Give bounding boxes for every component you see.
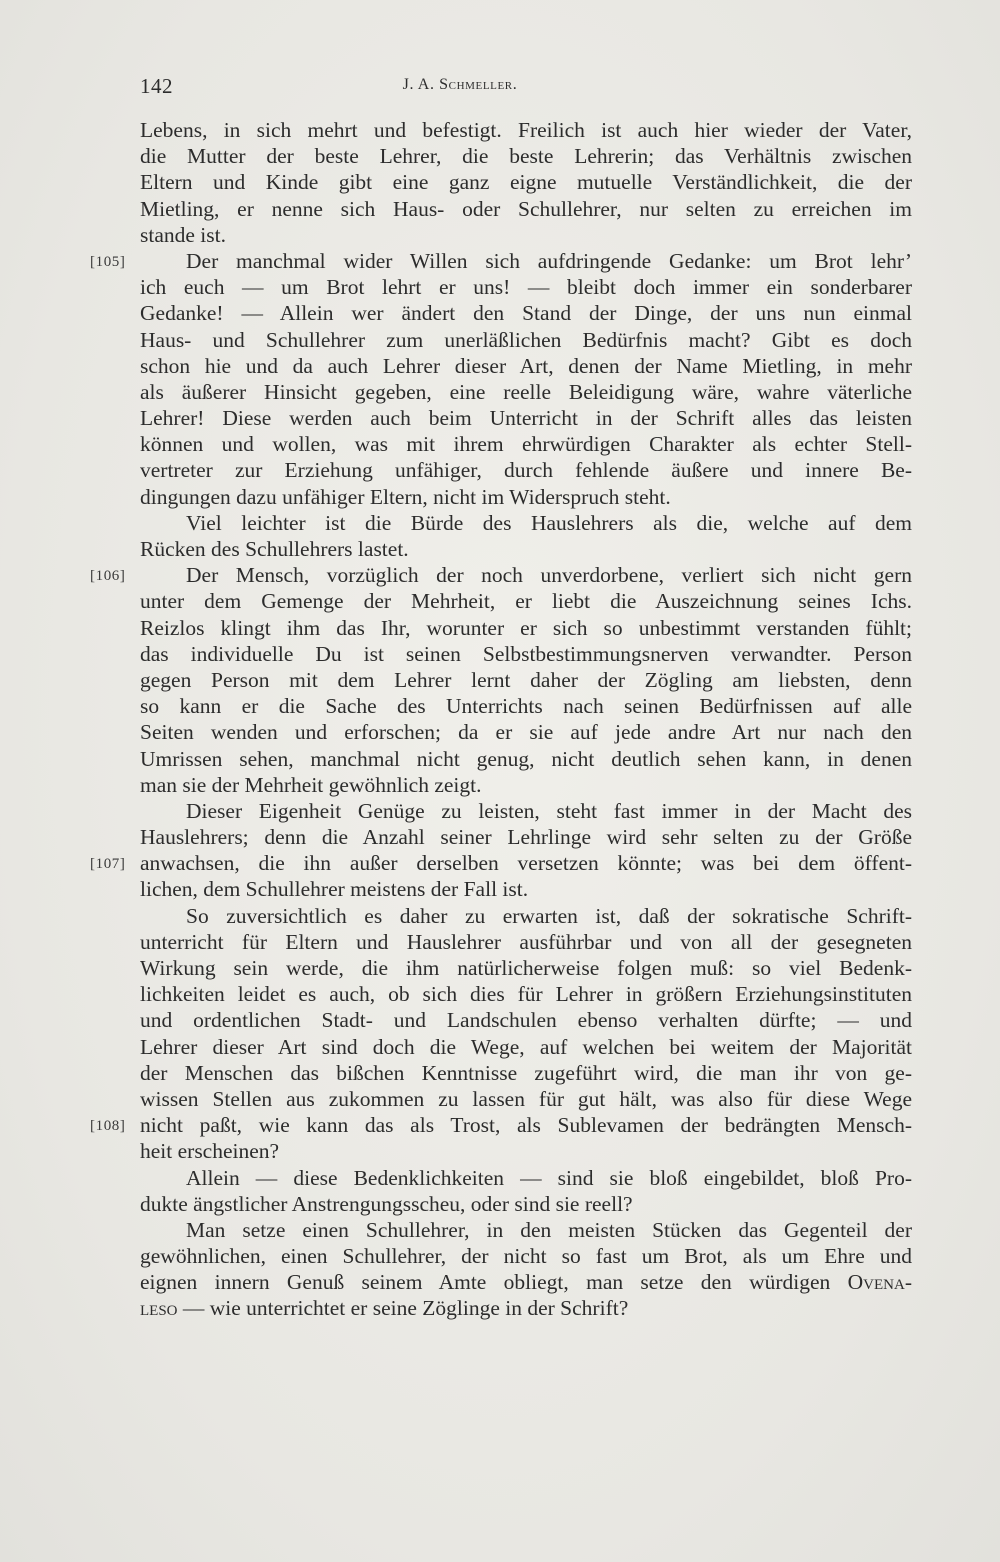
text-line: [140, 1086, 912, 1112]
line-text: gegen Person mit dem Lehrer lernt daher der Zögling am liebsten, denn: [140, 667, 912, 692]
text-line: [140, 693, 912, 719]
text-line: [140, 327, 912, 353]
text-line: [140, 981, 912, 1007]
marginal-number: [107]: [90, 856, 126, 873]
line-text: eignen innern Genuß seinem Amte obliegt, man setze den würdigen Ovena-: [140, 1270, 912, 1295]
line-text: Rücken des Schullehrers lastet.: [140, 537, 409, 561]
text-line: [140, 300, 912, 326]
line-text: Umrissen sehen, manchmal nicht genug, nicht deutlich sehen kann, in denen: [140, 746, 912, 771]
line-text: Allein — diese Bedenklichkeiten — sind sie bloß eingebildet, bloß Pro-: [186, 1165, 912, 1190]
line-text: Wirkung sein werde, die ihm natürlicherweise folgen muß: so viel Bedenk-: [140, 956, 912, 980]
text-line: [90, 1112, 912, 1138]
line-text: dukte ängstlicher Anstrengungsscheu, oder sind sie reell?: [140, 1191, 633, 1216]
text-line: [140, 1243, 912, 1269]
text-line: [140, 1165, 912, 1191]
line-text: ich euch — um Brot lehrt er uns! — bleibt doch immer ein sonderbarer: [140, 275, 912, 300]
text-line: [140, 667, 912, 693]
line-text: unter dem Gemenge der Mehrheit, er liebt die Auszeichnung seines Ichs.: [140, 589, 912, 614]
text-line: [140, 536, 912, 562]
text-line: [140, 772, 912, 798]
text-line: [140, 798, 912, 824]
marginal-number: [108]: [90, 1118, 126, 1135]
line-text: Dieser Eigenheit Genüge zu leisten, steht fast immer in der Macht des: [186, 798, 912, 823]
text-line: [140, 1034, 912, 1060]
text-line: [140, 588, 912, 614]
line-text: schon hie und da auch Lehrer dieser Art, denen der Name Mietling, in mehr: [140, 353, 912, 378]
line-text: Haus- und Schullehrer zum unerläßlichen Bedürfnis macht? Gibt es doch: [140, 327, 912, 352]
line-text: als äußerer Hinsicht gegeben, eine reelle Beleidigung wäre, wahre väterliche: [140, 379, 912, 404]
text-line: [140, 824, 912, 850]
text-line: [140, 1060, 912, 1086]
page-number: 142: [140, 74, 173, 98]
text-line: [140, 615, 912, 641]
line-text: So zuversichtlich es daher zu erwarten ist, daß der sokratische Schrift-: [186, 903, 912, 928]
line-text: wissen Stellen aus zukommen zu lassen für gut hält, was also für diese Wege: [140, 1086, 912, 1111]
line-text: Viel leichter ist die Bürde des Hauslehrers als die, welche auf dem: [186, 510, 912, 535]
line-text: anwachsen, die ihn außer derselben versetzen könnte; was bei dem öffent-: [140, 851, 912, 876]
text-line: [140, 117, 912, 143]
text-line: [140, 379, 912, 405]
text-line: [140, 1138, 912, 1164]
line-text: leso — wie unterrichtet er seine Zöglinge in der Schrift?: [140, 1296, 629, 1321]
line-text: lichen, dem Schullehrer meistens der Fall ist.: [140, 877, 529, 902]
line-text: Man setze einen Schullehrer, in den meisten Stücken das Gegenteil der: [186, 1217, 912, 1242]
small-caps-name: Ovena-: [847, 1270, 912, 1295]
line-text: Hauslehrers; denn die Anzahl seiner Lehrlinge wird sehr selten zu der Größe: [140, 825, 912, 850]
marginal-number: [105]: [90, 253, 126, 270]
text-line: [140, 719, 912, 745]
small-caps-name: leso: [140, 1296, 178, 1321]
text-line: [140, 431, 912, 457]
text-line: [140, 169, 912, 195]
line-text: die Mutter der beste Lehrer, die beste Lehrerin; das Verhältnis zwischen: [140, 144, 912, 169]
text-line: [140, 903, 912, 929]
line-text: gewöhnlichen, einen Schullehrer, der nicht so fast um Brot, als um Ehre und: [140, 1244, 912, 1269]
line-text: Der manchmal wider Willen sich aufdringende Gedanke: um Brot lehr’: [186, 248, 912, 273]
text-line: [140, 1295, 912, 1321]
text-line: [140, 457, 912, 483]
line-text: so kann er die Sache des Unterrichts nach seinen Bedürfnissen auf alle: [140, 694, 912, 719]
line-text: dingungen dazu unfähiger Eltern, nicht im Widerspruch steht.: [140, 484, 671, 509]
line-text: Gedanke! — Allein wer ändert den Stand der Dinge, der uns nun einmal: [140, 301, 912, 326]
line-text: heit erscheinen?: [140, 1139, 280, 1164]
line-text: Lehrer! Diese werden auch beim Unterricht in der Schrift alles das leisten: [140, 406, 912, 431]
text-line: [90, 850, 912, 876]
marginal-number: [106]: [90, 568, 126, 585]
text-line: [140, 1217, 912, 1243]
text-line: [140, 274, 912, 300]
line-text: man sie der Mehrheit gewöhnlich zeigt.: [140, 772, 482, 797]
line-text: Seiten wenden und erforschen; da er sie auf jede andre Art nur nach den: [140, 720, 912, 745]
text-line: [140, 955, 912, 981]
text-line: [140, 405, 912, 431]
body-text: [90, 117, 912, 1322]
line-text: unterricht für Eltern und Hauslehrer ausführbar und von all der gesegneten: [140, 929, 912, 954]
text-line: [90, 562, 912, 588]
line-text: und ordentlichen Stadt- und Landschulen ebenso verhalten dürfte; — und: [140, 1008, 912, 1033]
line-text: stande ist.: [140, 222, 226, 247]
text-line: [140, 641, 912, 667]
line-text: das individuelle Du ist seinen Selbstbestimmungsnerven verwandter. Person: [140, 641, 912, 666]
text-line: [140, 929, 912, 955]
line-text: Eltern und Kinde gibt eine ganz eigne mutuelle Verständlichkeit, die der: [140, 170, 912, 195]
line-text: lichkeiten leidet es auch, ob sich dies für Lehrer in größern Erziehungsinstituten: [140, 982, 912, 1007]
text-line: [140, 1007, 912, 1033]
text-line: [140, 510, 912, 536]
line-text: können und wollen, was mit ihrem ehrwürdigen Charakter als echter Stell-: [140, 432, 912, 457]
line-text: der Menschen das bißchen Kenntnisse zugeführt wird, die man ihr von ge-: [140, 1060, 912, 1085]
text-line: [140, 876, 912, 902]
text-line: [140, 222, 912, 248]
line-text: Lehrer dieser Art sind doch die Wege, auf welchen bei weitem der Majorität: [140, 1034, 912, 1059]
text-line: [140, 1191, 912, 1217]
running-head: J. A. Schmeller.: [402, 76, 518, 93]
text-line: [140, 143, 912, 169]
line-text: vertreter zur Erziehung unfähiger, durch fehlende äußere und innere Be-: [140, 458, 912, 483]
text-line: [140, 1269, 912, 1295]
text-line: [140, 353, 912, 379]
line-text: Der Mensch, vorzüglich der noch unverdorbene, verliert sich nicht gern: [186, 563, 912, 588]
text-line: [140, 196, 912, 222]
line-text: nicht paßt, wie kann das als Trost, als Sublevamen der bedrängten Mensch-: [140, 1113, 912, 1138]
text-line: [140, 746, 912, 772]
page-header: [140, 74, 912, 104]
line-text: Lebens, in sich mehrt und befestigt. Freilich ist auch hier wieder der Vater,: [140, 118, 912, 142]
text-line: [140, 484, 912, 510]
line-text: Reizlos klingt ihm das Ihr, worunter er sich so unbestimmt verstanden fühlt;: [140, 615, 912, 640]
line-text: Mietling, er nenne sich Haus- oder Schullehrer, nur selten zu erreichen im: [140, 196, 912, 221]
text-line: [90, 248, 912, 274]
